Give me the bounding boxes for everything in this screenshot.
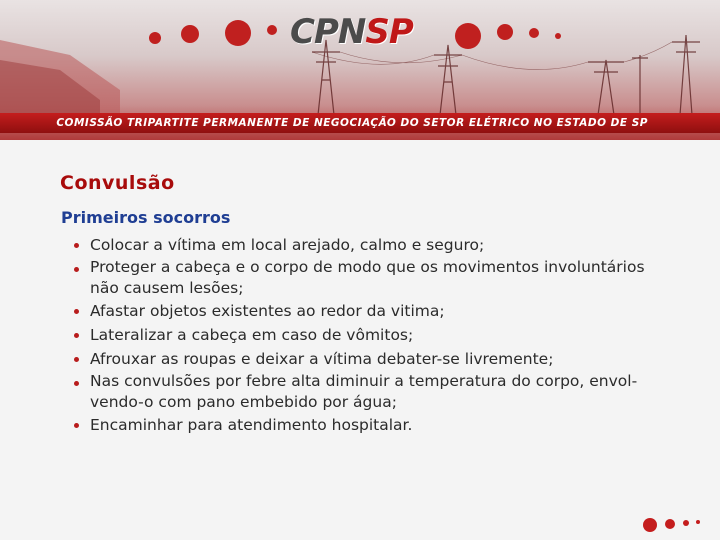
list-item bbox=[74, 347, 674, 371]
list-item-text: Colocar a vítima em local arejado, calmo e seguro; bbox=[90, 236, 485, 254]
slide-title: Convulsão bbox=[60, 172, 175, 194]
list-item bbox=[74, 257, 674, 299]
cpn-sp-logo bbox=[290, 12, 413, 52]
bullet-icon bbox=[74, 267, 79, 272]
list-item-text: Nas convulsões por febre alta diminuir a temperatura do corpo, envol- bbox=[90, 372, 638, 390]
banner-tagline: COMISSÃO TRIPARTITE PERMANENTE DE NEGOCIAÇÃO DO SETOR ELÉTRICO NO ESTADO DE SP bbox=[56, 117, 648, 129]
list-item bbox=[74, 233, 674, 257]
bullet-icon bbox=[74, 381, 79, 386]
list-item-text-continued: não causem lesões; bbox=[90, 279, 244, 297]
bullet-icon bbox=[74, 423, 79, 428]
list-item-text: Lateralizar a cabeça em caso de vômitos; bbox=[90, 326, 414, 344]
bullet-icon bbox=[74, 357, 79, 362]
list-item bbox=[74, 413, 674, 437]
logo-cpn-text: CPN bbox=[290, 12, 366, 52]
list-item bbox=[74, 371, 674, 413]
list-item-text-continued: vendo-o com pano embebido por água; bbox=[90, 393, 397, 411]
bullet-icon bbox=[74, 309, 79, 314]
logo-sp-text: SP bbox=[365, 12, 413, 52]
list-item-text: Afastar objetos existentes ao redor da vitima; bbox=[90, 302, 445, 320]
list-item-text: Encaminhar para atendimento hospitalar. bbox=[90, 416, 413, 434]
bullet-list bbox=[74, 233, 674, 437]
list-item-text: Afrouxar as roupas e deixar a vítima debater-se livremente; bbox=[90, 350, 554, 368]
bullet-icon bbox=[74, 243, 79, 248]
list-item bbox=[74, 299, 674, 323]
footer-dots-decoration bbox=[640, 512, 720, 540]
header-banner bbox=[0, 0, 720, 140]
list-item bbox=[74, 323, 674, 347]
slide-subtitle: Primeiros socorros bbox=[61, 208, 231, 227]
list-item-text: Proteger a cabeça e o corpo de modo que os movimentos involuntários bbox=[90, 258, 645, 276]
bullet-icon bbox=[74, 333, 79, 338]
